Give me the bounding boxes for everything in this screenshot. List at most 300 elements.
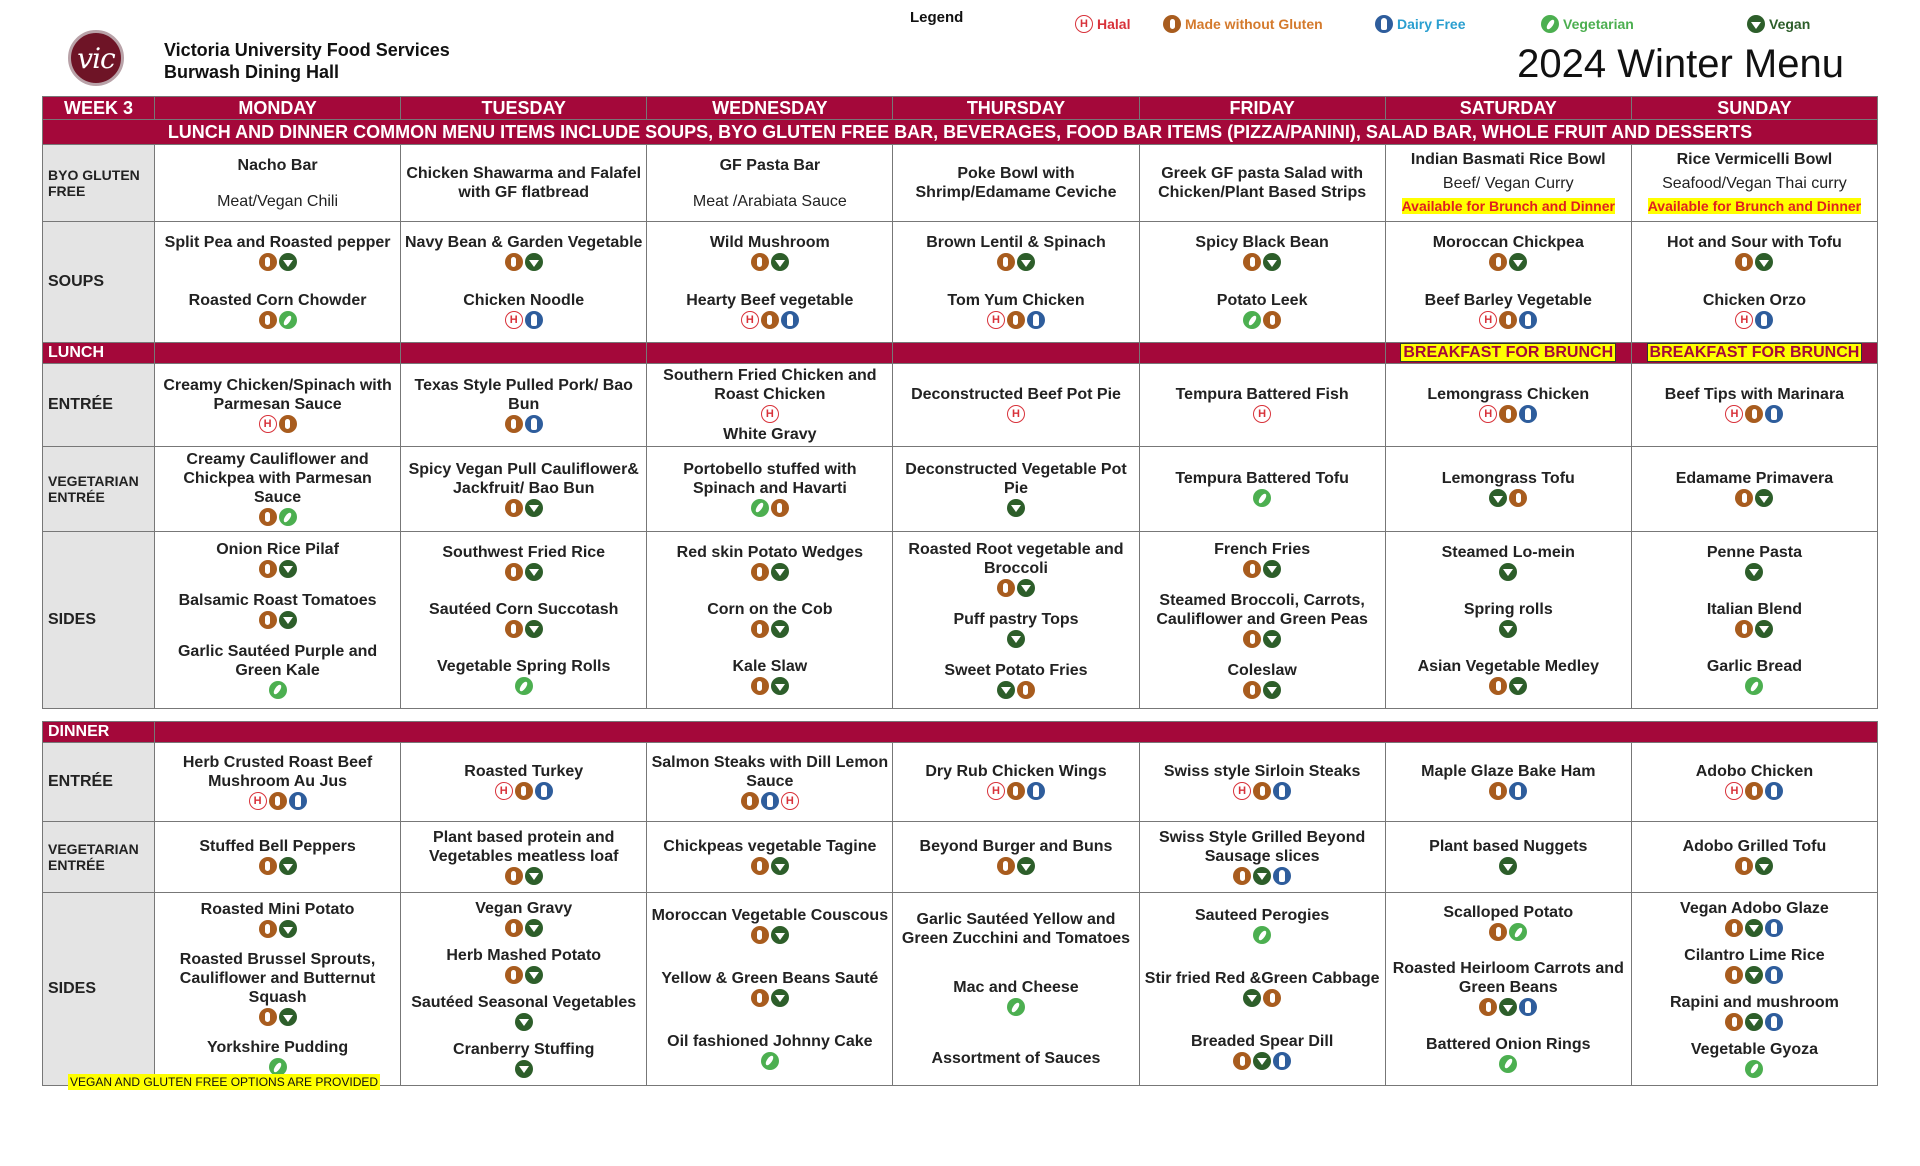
vegan-icon xyxy=(1017,579,1035,597)
menu-item xyxy=(652,906,889,946)
menu-cell-saturday xyxy=(1385,145,1631,222)
menu-item-name: Swiss Style Grilled Beyond Sausage slices xyxy=(1158,828,1366,865)
menu-item-name: Stir fried Red &Green Cabbage xyxy=(1144,969,1380,987)
menu-item-name: French Fries xyxy=(1214,540,1311,558)
diet-icons xyxy=(650,405,889,423)
menu-item-detail: Meat /Arabiata Sauce xyxy=(692,192,847,210)
vegan-icon xyxy=(1243,989,1261,1007)
legend-gf xyxy=(1162,15,1323,33)
menu-item-name: Chicken Orzo xyxy=(1702,292,1806,309)
menu-cell-tuesday xyxy=(401,222,647,343)
diet-icons xyxy=(464,782,583,800)
gluten-free-icon xyxy=(1489,677,1507,695)
menu-item xyxy=(1421,762,1595,802)
day-friday: FRIDAY xyxy=(1139,97,1385,120)
menu-item-name: Maple Glaze Bake Ham xyxy=(1421,763,1596,780)
menu-item xyxy=(179,591,377,631)
availability-note: Available for Brunch and Dinner xyxy=(1647,198,1862,215)
row-label: ENTRÉE xyxy=(43,743,155,822)
menu-cell-saturday xyxy=(1385,893,1631,1086)
menu-item-name: Texas Style Pulled Pork/ Bao Bun xyxy=(414,376,633,413)
vegan-icon xyxy=(515,1060,533,1078)
menu-cell-friday xyxy=(1139,822,1385,893)
brunch-badge: BREAKFAST FOR BRUNCH xyxy=(1647,343,1863,362)
menu-item-name: Chicken Shawarma and Falafel with GF flatbread xyxy=(406,165,642,201)
lunch-header-row xyxy=(43,343,1878,364)
footer-note: VEGAN AND GLUTEN FREE OPTIONS ARE PROVIDED xyxy=(70,1075,379,1089)
menu-item-name: GF Pasta Bar xyxy=(719,156,821,174)
menu-item-name: Spring rolls xyxy=(1463,600,1553,618)
menu-item-name: Scalloped Potato xyxy=(1443,904,1574,922)
menu-item-name: Sweet Potato Fries xyxy=(944,661,1088,679)
vegan-icon xyxy=(1747,15,1765,33)
menu-item xyxy=(686,291,853,331)
dairy-free-icon xyxy=(1273,782,1291,800)
diet-icons xyxy=(1665,405,1844,423)
vegan-icon xyxy=(1263,560,1281,578)
menu-item xyxy=(1425,291,1592,331)
dinner-label: DINNER xyxy=(43,722,155,743)
diet-icons xyxy=(1670,1013,1839,1031)
menu-item-name: Garlic Sautéed Purple and Green Kale xyxy=(177,642,378,679)
vegan-icon xyxy=(525,620,543,638)
diet-icons xyxy=(733,677,808,695)
menu-cell-wednesday xyxy=(647,145,893,222)
diet-icons xyxy=(1195,926,1329,944)
gluten-free-icon xyxy=(1007,782,1025,800)
menu-item xyxy=(464,762,583,802)
menu-item xyxy=(411,993,636,1033)
diet-icons xyxy=(158,792,397,810)
menu-item xyxy=(216,540,339,580)
menu-item-name: Southern Fried Chicken and Roast Chicken xyxy=(663,367,877,403)
diet-icons xyxy=(1145,989,1380,1007)
vegetarian-icon xyxy=(751,499,769,517)
vegan-icon xyxy=(997,681,1015,699)
row-label: VEGETARIAN ENTRÉE xyxy=(43,822,155,893)
vegetarian-icon xyxy=(1253,926,1271,944)
menu-cell-saturday xyxy=(1385,447,1631,532)
menu-item-name: Moroccan Vegetable Couscous xyxy=(651,907,889,925)
diet-icons xyxy=(911,405,1121,423)
menu-item xyxy=(920,837,1113,877)
day-tuesday: TUESDAY xyxy=(401,97,647,120)
dairy-free-icon xyxy=(1273,867,1291,885)
menu-item-name: Creamy Cauliflower and Chickpea with Parmesan Sauce xyxy=(183,451,372,506)
dairy-free-icon xyxy=(781,311,799,329)
diet-icons xyxy=(686,311,853,329)
gluten-free-icon xyxy=(1489,923,1507,941)
diet-icons xyxy=(404,867,643,885)
gluten-free-icon xyxy=(1735,253,1753,271)
menu-item-name: Beef Barley Vegetable xyxy=(1424,292,1592,309)
menu-item-name: Vegetable Gyoza xyxy=(1690,1040,1818,1058)
vegan-icon xyxy=(1007,630,1025,648)
menu-item xyxy=(475,899,572,939)
diet-icons xyxy=(1442,489,1575,507)
day-monday: MONDAY xyxy=(155,97,401,120)
diet-icons xyxy=(158,681,397,699)
menu-item-name: Creamy Chicken/Spinach with Parmesan Sauce xyxy=(163,376,392,413)
menu-cell-tuesday xyxy=(401,447,647,532)
diet-icons xyxy=(404,415,643,433)
menu-cell-saturday xyxy=(1385,822,1631,893)
menu-item xyxy=(650,753,889,812)
menu-item xyxy=(405,233,642,273)
menu-item-name: Italian Blend xyxy=(1706,600,1802,618)
vegan-icon xyxy=(279,920,297,938)
menu-item-name: Stuffed Bell Peppers xyxy=(199,838,356,855)
menu-item xyxy=(404,164,643,202)
diet-icons xyxy=(199,857,355,875)
menu-item xyxy=(1227,661,1296,701)
menu-item xyxy=(1683,837,1827,877)
menu-item xyxy=(1677,150,1833,169)
vegan-icon xyxy=(1755,857,1773,875)
menu-cell-friday xyxy=(1139,145,1385,222)
legend-title: Legend xyxy=(910,9,964,26)
menu-item-name: Red skin Potato Wedges xyxy=(676,543,864,561)
gluten-free-icon xyxy=(505,620,523,638)
menu-item xyxy=(189,291,367,331)
vegan-icon xyxy=(771,857,789,875)
menu-cell-thursday xyxy=(893,893,1139,1086)
menu-item-name: Spicy Vegan Pull Cauliflower& Jackfruit/ Bao Bun xyxy=(408,460,639,497)
menu-cell-sunday xyxy=(1631,743,1877,822)
vegan-icon xyxy=(279,611,297,629)
vegan-icon xyxy=(1509,677,1527,695)
menu-item-name: Deconstructed Vegetable Pot Pie xyxy=(905,460,1127,497)
diet-icons xyxy=(1195,253,1328,271)
dairy-free-icon xyxy=(1765,919,1783,937)
menu-item xyxy=(650,460,889,519)
menu-item xyxy=(158,642,397,701)
menu-cell-wednesday xyxy=(647,822,893,893)
menu-item-name: Deconstructed Beef Pot Pie xyxy=(911,386,1121,403)
menu-item-name: Hot and Sour with Tofu xyxy=(1667,234,1842,251)
diet-icons xyxy=(1433,253,1584,271)
diet-icons xyxy=(1425,311,1592,329)
vegan-icon xyxy=(771,989,789,1007)
menu-cell-friday xyxy=(1139,447,1385,532)
menu-item-name: Portobello stuffed with Spinach and Havarti xyxy=(683,460,857,497)
dairy-free-icon xyxy=(1519,405,1537,423)
diet-icons xyxy=(1442,563,1575,581)
menu-item xyxy=(1175,469,1349,509)
vegan-icon xyxy=(525,253,543,271)
menu-item xyxy=(404,828,643,887)
dairy-free-icon xyxy=(525,311,543,329)
diet-icons xyxy=(1667,253,1842,271)
menu-cell-wednesday xyxy=(647,447,893,532)
menu-item xyxy=(446,946,601,986)
menu-item xyxy=(1143,828,1382,887)
menu-item xyxy=(720,156,820,175)
menu-item-name: Rapini and mushroom xyxy=(1669,993,1839,1011)
gluten-free-icon xyxy=(1243,253,1261,271)
soups-section xyxy=(43,222,1878,343)
menu-item xyxy=(1662,174,1847,193)
halal-icon xyxy=(761,405,779,423)
menu-item xyxy=(1427,385,1589,425)
gluten-free-icon xyxy=(1479,998,1497,1016)
menu-item-name: Lemongrass Chicken xyxy=(1427,386,1590,403)
menu-item-name: Balsamic Roast Tomatoes xyxy=(178,591,377,609)
menu-item xyxy=(1145,969,1380,1009)
menu-item xyxy=(1429,837,1587,877)
menu-cell-tuesday xyxy=(401,743,647,822)
gluten-free-icon xyxy=(259,920,277,938)
menu-cell-friday xyxy=(1139,893,1385,1086)
menu-item xyxy=(1191,1032,1333,1072)
gluten-free-icon xyxy=(1735,620,1753,638)
menu-item-detail: Beef/ Vegan Curry xyxy=(1442,174,1574,192)
menu-item-name: Beef Tips with Marinara xyxy=(1664,386,1845,403)
gluten-free-icon xyxy=(505,919,523,937)
vegan-icon xyxy=(1745,1013,1763,1031)
menu-item-name: Yellow & Green Beans Sauté xyxy=(661,969,879,987)
gluten-free-icon xyxy=(505,253,523,271)
menu-item xyxy=(1418,657,1599,697)
diet-icons xyxy=(446,966,601,984)
menu-item-name: Vegan Adobo Glaze xyxy=(1680,899,1829,917)
menu-item-name: Adobo Grilled Tofu xyxy=(1682,838,1827,855)
legend-df xyxy=(1374,15,1465,33)
gluten-free-icon xyxy=(1253,782,1271,800)
diet-icons xyxy=(925,782,1106,800)
legend-label: Vegetarian xyxy=(1563,16,1634,32)
dinner-sides-section xyxy=(43,893,1878,1086)
menu-item xyxy=(707,600,832,640)
gluten-free-icon xyxy=(505,867,523,885)
menu-item xyxy=(1164,762,1361,802)
halal-icon xyxy=(1075,15,1093,33)
menu-item xyxy=(1667,233,1842,273)
diet-icons xyxy=(1143,630,1382,648)
gluten-free-icon xyxy=(269,792,287,810)
menu-item xyxy=(896,164,1135,202)
byo-section xyxy=(43,145,1878,222)
vegetarian-icon xyxy=(1499,1055,1517,1073)
menu-item xyxy=(1684,946,1824,986)
menu-cell-monday xyxy=(155,364,401,447)
menu-item-name: Assortment of Sauces xyxy=(931,1049,1101,1067)
menu-item-name: Split Pea and Roasted pepper xyxy=(164,234,391,251)
vegan-icon xyxy=(1745,919,1763,937)
diet-icons xyxy=(1164,782,1361,800)
dairy-free-icon xyxy=(1765,966,1783,984)
gluten-free-icon xyxy=(1243,630,1261,648)
menu-item-name: Spicy Black Bean xyxy=(1195,234,1329,251)
dairy-free-icon xyxy=(535,782,553,800)
menu-item xyxy=(1443,903,1573,943)
menu-cell-saturday xyxy=(1385,743,1631,822)
menu-cell-tuesday xyxy=(401,532,647,709)
diet-icons xyxy=(405,253,642,271)
common-items-row xyxy=(43,120,1878,145)
dairy-free-icon xyxy=(1509,782,1527,800)
menu-item-name: Breaded Spear Dill xyxy=(1190,1032,1334,1050)
menu-item xyxy=(1389,959,1628,1018)
menu-item xyxy=(217,192,338,211)
menu-item xyxy=(944,661,1087,701)
gluten-free-icon xyxy=(751,857,769,875)
gluten-free-icon xyxy=(751,620,769,638)
vegan-icon xyxy=(279,857,297,875)
menu-item-name: Roasted Turkey xyxy=(464,763,584,780)
menu-item-name: Plant based protein and Vegetables meatless loaf xyxy=(428,828,619,865)
lunch-label: LUNCH xyxy=(43,343,155,364)
diet-icons xyxy=(1680,919,1829,937)
menu-item-name: Indian Basmati Rice Bowl xyxy=(1410,150,1606,168)
week-label: WEEK 3 xyxy=(43,97,155,120)
gluten-free-icon xyxy=(1725,919,1743,937)
menu-item xyxy=(1426,1035,1590,1075)
vegan-icon xyxy=(1745,966,1763,984)
vegetarian-icon xyxy=(761,1052,779,1070)
diet-icons xyxy=(453,1060,594,1078)
menu-cell-thursday xyxy=(893,532,1139,709)
diet-icons xyxy=(920,857,1113,875)
vegetarian-icon xyxy=(269,681,287,699)
menu-item-name: Mac and Cheese xyxy=(953,979,1079,997)
menu-item-name: Brown Lentil & Spinach xyxy=(926,234,1106,251)
menu-item-name: Garlic Sautéed Yellow and Green Zucchini and Tomatoes xyxy=(901,911,1131,948)
gluten-free-icon xyxy=(761,311,779,329)
menu-item-name: Moroccan Chickpea xyxy=(1432,234,1584,251)
menu-cell-wednesday xyxy=(647,532,893,709)
vegan-icon xyxy=(1007,499,1025,517)
gluten-free-icon xyxy=(259,1008,277,1026)
menu-item xyxy=(733,657,808,697)
gluten-free-icon xyxy=(751,989,769,1007)
menu-cell-tuesday xyxy=(401,893,647,1086)
gluten-free-icon xyxy=(997,579,1015,597)
menu-item-name: Asian Vegetable Medley xyxy=(1417,658,1599,676)
menu-item xyxy=(1707,657,1802,697)
organization-name xyxy=(164,39,450,83)
diet-icons xyxy=(926,253,1106,271)
diet-icons xyxy=(896,499,1135,517)
menu-item xyxy=(932,1049,1101,1068)
gluten-free-icon xyxy=(505,415,523,433)
menu-row xyxy=(43,822,1878,893)
vegetarian-icon xyxy=(1243,311,1261,329)
diet-icons xyxy=(707,620,832,638)
menu-item-name: Chicken Noodle xyxy=(463,292,585,309)
menu-item-name: Edamame Primavera xyxy=(1675,470,1834,487)
menu-item xyxy=(404,376,643,435)
menu-cell-sunday xyxy=(1631,532,1877,709)
menu-cell-sunday xyxy=(1631,364,1877,447)
halal-icon xyxy=(495,782,513,800)
diet-icons xyxy=(1683,857,1827,875)
diet-icons xyxy=(158,508,397,526)
menu-item xyxy=(1707,543,1802,583)
day-thursday: THURSDAY xyxy=(893,97,1139,120)
diet-icons xyxy=(1676,489,1833,507)
diet-icons xyxy=(1427,405,1589,423)
vegan-icon xyxy=(525,867,543,885)
vegan-icon xyxy=(1745,563,1763,581)
dairy-free-icon xyxy=(1027,782,1045,800)
menu-item xyxy=(953,610,1078,650)
vegan-icon xyxy=(1499,620,1517,638)
gluten-free-icon xyxy=(1263,989,1281,1007)
dairy-free-icon xyxy=(1273,1052,1291,1070)
vegetarian-icon xyxy=(1509,923,1527,941)
diet-icons xyxy=(1703,311,1806,329)
menu-item-name: Tempura Battered Tofu xyxy=(1175,470,1349,487)
menu-item-name: Hearty Beef vegetable xyxy=(686,292,854,309)
halal-icon xyxy=(1479,311,1497,329)
row-label: VEGETARIAN ENTRÉE xyxy=(43,447,155,532)
menu-item xyxy=(896,460,1135,519)
availability-note: Available for Brunch and Dinner xyxy=(1401,198,1615,215)
vegan-icon xyxy=(1755,489,1773,507)
diet-icons xyxy=(1227,681,1296,699)
halal-icon xyxy=(1725,405,1743,423)
dairy-free-icon xyxy=(1375,15,1393,33)
gluten-free-icon xyxy=(505,563,523,581)
menu-item xyxy=(1433,233,1584,273)
menu-item-name: Potato Leek xyxy=(1216,292,1308,309)
menu-cell-wednesday xyxy=(647,364,893,447)
menu-item-name: Wild Mushroom xyxy=(709,234,830,251)
diet-icons xyxy=(896,579,1135,597)
menu-item xyxy=(453,1040,594,1080)
menu-item xyxy=(947,291,1084,331)
menu-item xyxy=(925,762,1106,802)
menu-item xyxy=(158,450,397,528)
menu-cell-friday xyxy=(1139,364,1385,447)
diet-icons xyxy=(1429,857,1587,875)
halal-icon xyxy=(741,311,759,329)
menu-cell-sunday xyxy=(1631,222,1877,343)
menu-item xyxy=(1442,469,1575,509)
menu-item-name: Roasted Heirloom Carrots and Green Beans xyxy=(1392,960,1624,997)
menu-item xyxy=(1680,899,1829,939)
halal-icon xyxy=(259,415,277,433)
gluten-free-icon xyxy=(741,792,759,810)
menu-item xyxy=(1676,469,1833,509)
diet-icons xyxy=(463,311,584,329)
menu-cell-wednesday xyxy=(647,893,893,1086)
vegetarian-icon xyxy=(1541,15,1559,33)
dairy-free-icon xyxy=(1755,311,1773,329)
diet-icons xyxy=(667,1052,872,1070)
lunch-sides-section xyxy=(43,532,1878,709)
vegan-icon xyxy=(1499,563,1517,581)
menu-item xyxy=(1143,164,1382,202)
diet-icons xyxy=(650,499,889,517)
menu-cell-thursday xyxy=(893,822,1139,893)
halal-icon xyxy=(781,792,799,810)
menu-cell-wednesday xyxy=(647,222,893,343)
halal-icon xyxy=(1725,782,1743,800)
menu-item xyxy=(1176,385,1349,425)
gluten-free-icon xyxy=(1735,857,1753,875)
menu-title: 2024 Winter Menu xyxy=(1517,42,1844,86)
menu-cell-thursday xyxy=(893,447,1139,532)
menu-item xyxy=(896,540,1135,599)
lunch-veg-entree-section xyxy=(43,447,1878,532)
menu-cell-friday xyxy=(1139,222,1385,343)
gluten-free-icon xyxy=(997,253,1015,271)
dinner-veg-entree-section xyxy=(43,822,1878,893)
diet-icons xyxy=(1707,563,1802,581)
gluten-free-icon xyxy=(259,311,277,329)
